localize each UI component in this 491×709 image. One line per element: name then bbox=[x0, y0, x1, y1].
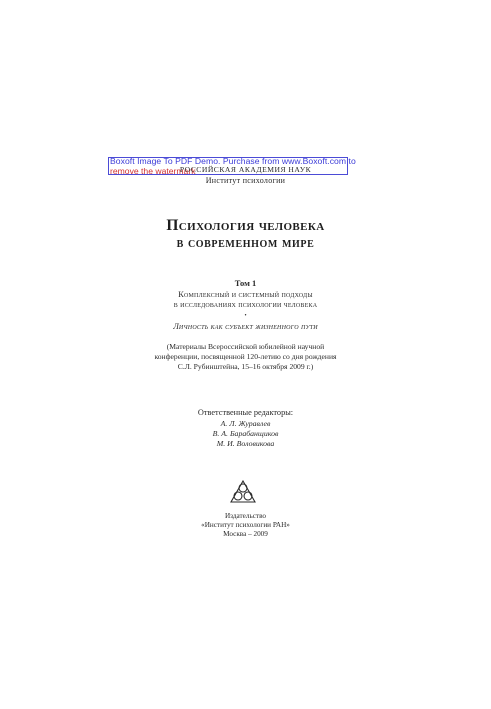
editor-name: В. А. Барабанщиков bbox=[212, 429, 279, 438]
editors-label: Ответственные редакторы: bbox=[197, 408, 294, 417]
publisher-logo-icon bbox=[228, 480, 258, 504]
watermark-text-line1: Boxoft Image To PDF Demo. Purchase from www.Boxoft.com to bbox=[110, 156, 356, 166]
note-line3: С.Л. Рубинштейна, 15–16 октября 2009 г.) bbox=[177, 362, 314, 371]
part1-title-line1: Комплексный и системный подходы bbox=[178, 290, 313, 299]
note-line1: (Материалы Всероссийской юбилейной научной bbox=[166, 342, 325, 351]
publisher-label: Издательство bbox=[224, 512, 267, 520]
publisher-name: «Институт психологии РАН» bbox=[201, 521, 290, 529]
book-title-line1: Психология человека bbox=[166, 217, 325, 234]
note-line2: конференции, посвященной 120-летию со дня рождения bbox=[154, 352, 337, 361]
editor-name: А. Л. Журавлев bbox=[220, 419, 271, 428]
part2-title: Личность как субъект жизненного пути bbox=[173, 322, 318, 331]
editor-name: М. И. Воловикова bbox=[216, 439, 275, 448]
publisher-place-year: Москва – 2009 bbox=[223, 530, 268, 538]
volume-label: Том 1 bbox=[234, 278, 257, 288]
part-separator: • bbox=[244, 313, 247, 319]
academy-name: РОССИЙСКАЯ АКАДЕМИЯ НАУК bbox=[179, 165, 312, 174]
book-title-line2: в современном мире bbox=[176, 236, 315, 251]
institute-name: Институт психологии bbox=[205, 176, 286, 185]
part1-title-line2: в исследованиях психологии человека bbox=[173, 300, 318, 309]
watermark-text-line2: remove the watermark bbox=[110, 166, 196, 176]
